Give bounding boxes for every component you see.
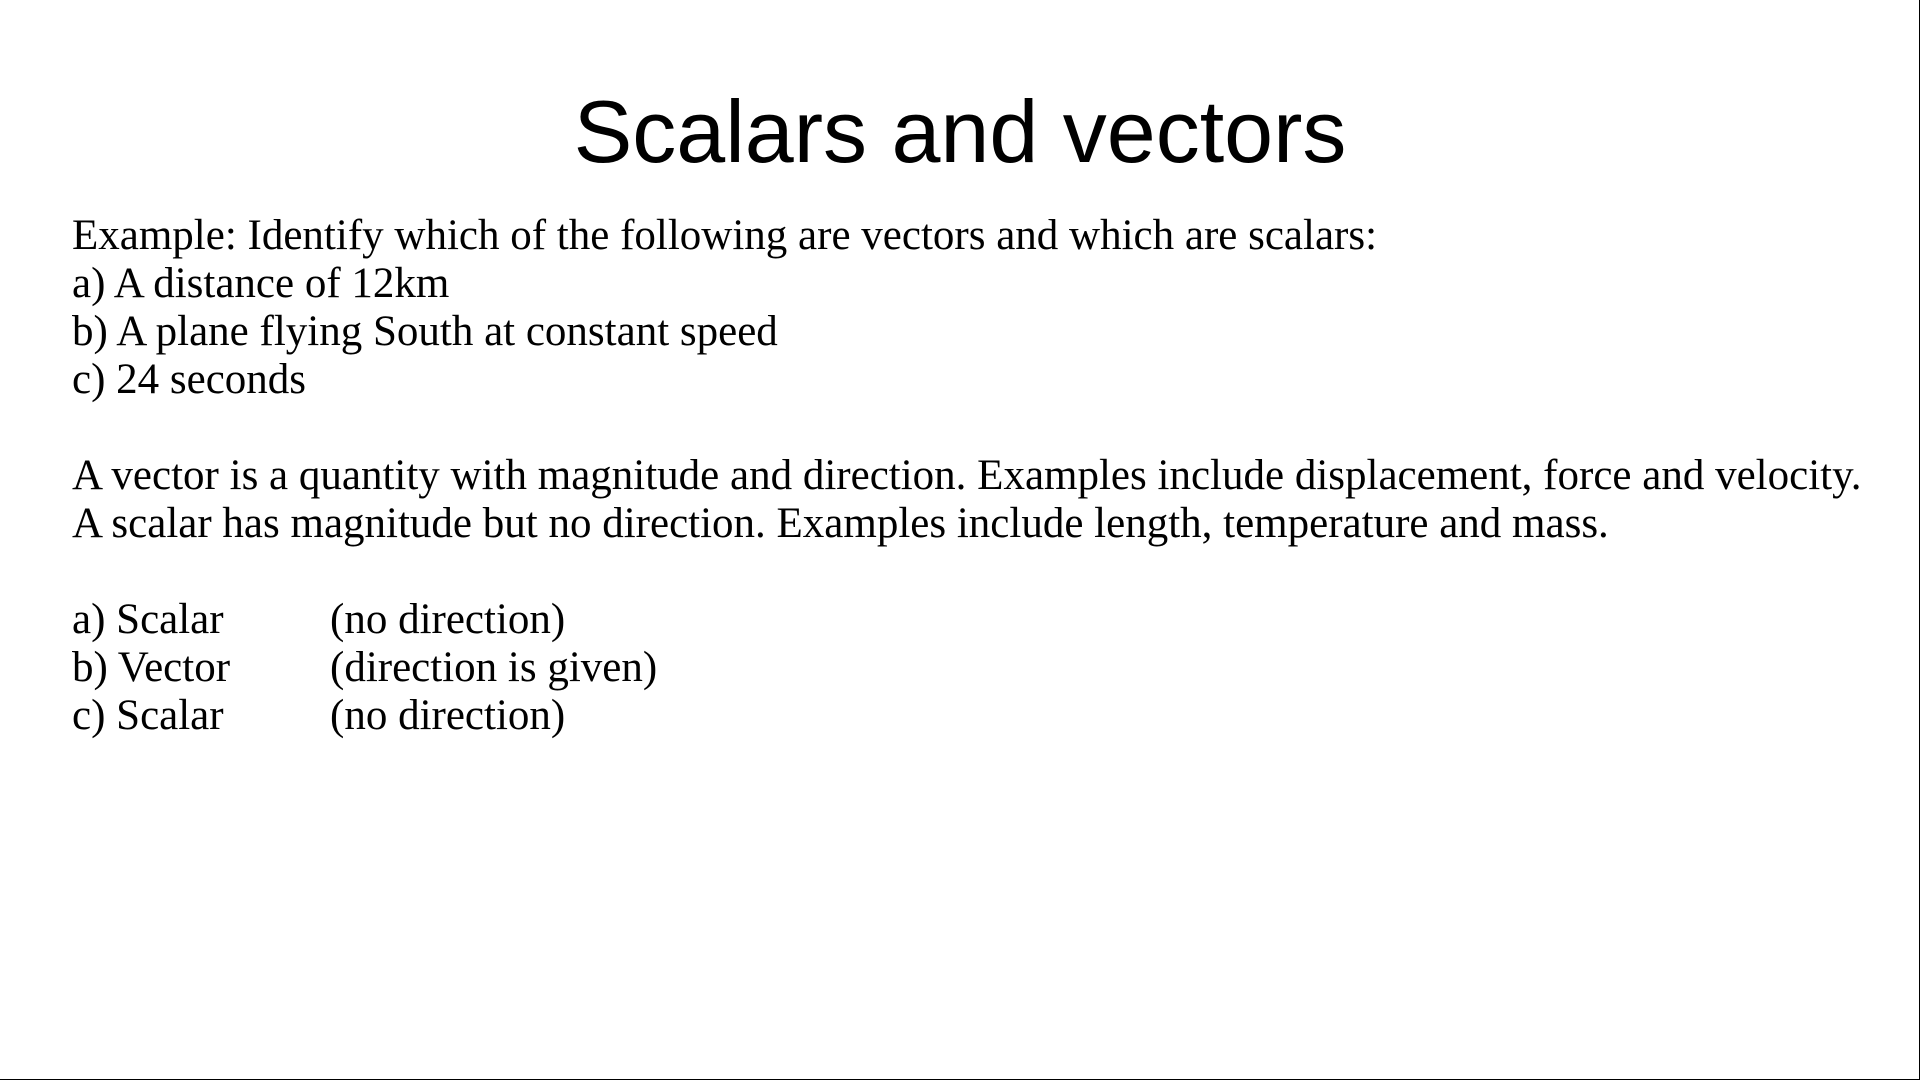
vector-definition: A vector is a quantity with magnitude and direction. Examples include displacement, force and velocity. [72, 452, 1862, 499]
question-prompt: Example: Identify which of the following are vectors and which are scalars: [72, 212, 1378, 259]
question-item-a: a) A distance of 12km [72, 260, 450, 307]
answer-label: c) Scalar [72, 692, 224, 739]
answer-row-b [72, 644, 1912, 692]
scalar-definition: A scalar has magnitude but no direction. Examples include length, temperature and mass. [72, 500, 1609, 547]
answer-reason: (no direction) [330, 596, 566, 643]
answer-reason: (no direction) [330, 692, 566, 739]
answer-reason: (direction is given) [330, 644, 658, 691]
slide-body [72, 212, 1912, 740]
answer-row-a [72, 596, 1912, 644]
answer-label: a) Scalar [72, 596, 224, 643]
question-item-b: b) A plane flying South at constant speed [72, 308, 778, 355]
slide-title: Scalars and vectors [573, 82, 1347, 181]
answer-row-c [72, 692, 1912, 740]
answer-label: b) Vector [72, 644, 231, 691]
paragraph-spacer [72, 548, 1912, 596]
question-item-c: c) 24 seconds [72, 356, 307, 403]
paragraph-spacer [72, 404, 1912, 452]
